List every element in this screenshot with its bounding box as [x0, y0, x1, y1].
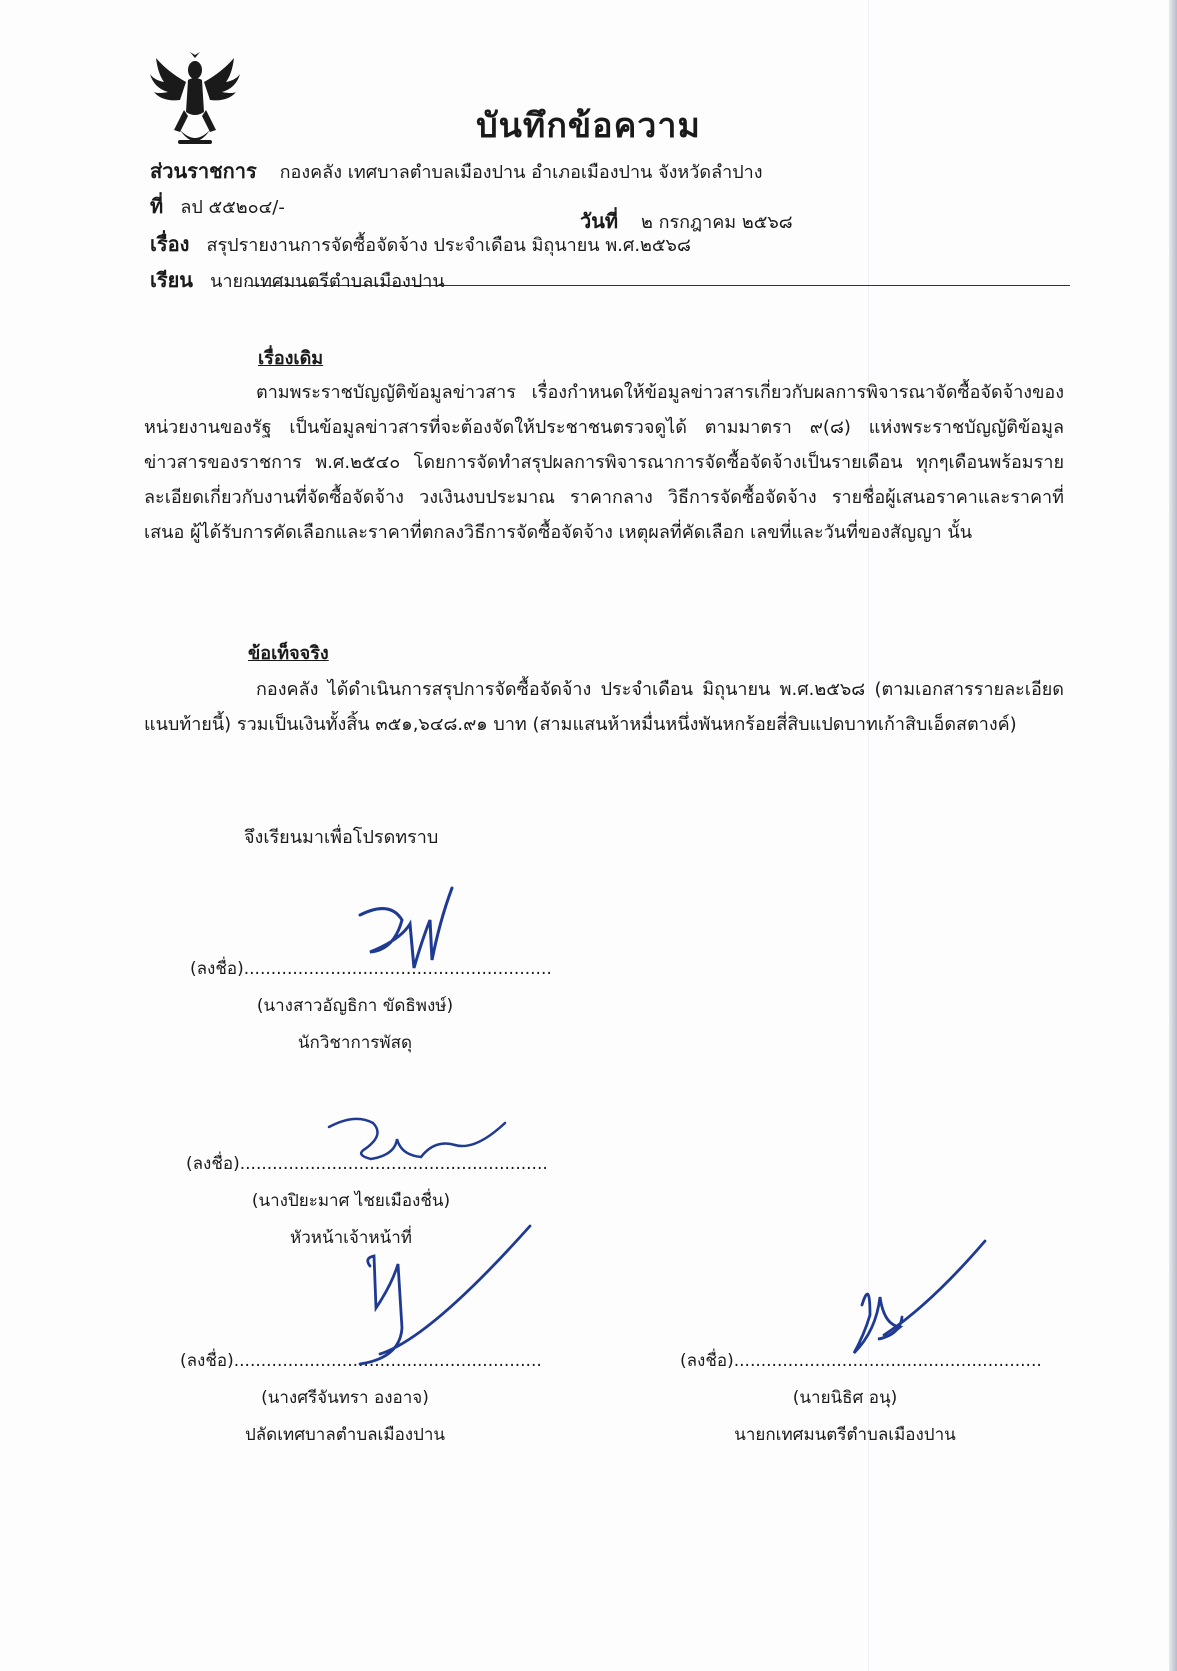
signature-line: (ลงชื่อ)......................................................... — [180, 1351, 542, 1371]
signatory-position: ปลัดเทศบาลตำบลเมืองปาน — [244, 1425, 446, 1445]
date-label: วันที่ — [580, 209, 619, 233]
scanner-edge — [1169, 0, 1177, 1671]
signatory-name: (นางสาวอัญธิกา ขัดธิพงษ์) — [256, 996, 454, 1016]
signatory-name: (นายนิธิศ อนุ) — [792, 1388, 898, 1408]
signature-line: (ลงชื่อ)......................................................... — [680, 1351, 1042, 1371]
date-value: ๒ กรกฎาคม ๒๕๖๘ — [640, 212, 793, 233]
agency-line — [150, 155, 763, 187]
agency-value: กองคลัง เทศบาลตำบลเมืองปาน อำเภอเมืองปาน จังหวัดลำปาง — [279, 162, 763, 183]
recipient-value: นายกเทศมนตรีตำบลเมืองปาน — [210, 271, 445, 292]
background-text: ตามพระราชบัญญัติข้อมูลข่าวสาร เรื่องกำหนดให้ข้อมูลข่าวสารเกี่ยวกับผลการพิจารณาจัดซื้อจัดจ้างของหน่วยงานของรัฐ เป็นข้อมูลข่าวสารที่จะต้องจัดให้ประชาชนตรวจดูได้ ตามมาตรา ๙(๘) แห่งพระราชบัญญัติข้อมูลข่าวสารของราชการ พ.ศ.๒๕๔๐ โดยการจัดทำสรุปผลการพิจารณาการจัดซื้อจัดจ้างเป็นรายเดือน ทุกๆเดือนพร้อมรายละเอียดเกี่ยวกับงานที่จัดซื้อจัดจ้าง วงเงินงบประมาณ ราคากลาง วิธีการจัดซื้อจัดจ้าง รายชื่อผู้เสนอราคาและราคาที่เสนอ ผู้ได้รับการคัดเลือกและราคาที่ตกลงวิธีการจัดซื้อจัดจ้าง เหตุผลที่คัดเลือก เลขที่และวันที่ของสัญญา นั้น — [144, 382, 1064, 543]
signatory-position: นายกเทศมนตรีตำบลเมืองปาน — [734, 1425, 956, 1445]
memo-title: บันทึกข้อความ — [476, 106, 701, 146]
closing-line: จึงเรียนมาเพื่อโปรดทราบ — [244, 827, 439, 848]
subject-line — [150, 228, 691, 260]
signature-line: (ลงชื่อ)......................................................... — [186, 1154, 548, 1174]
handwritten-signature-3 — [340, 1218, 540, 1368]
handwritten-signature-4 — [840, 1235, 990, 1365]
signatory-name: (นางปิยะมาศ ไชยเมืองชื่น) — [251, 1191, 451, 1211]
signatory-position: หัวหน้าเจ้าหน้าที่ — [289, 1228, 413, 1248]
reference-line — [150, 190, 285, 222]
subject-value: สรุปรายงานการจัดซื้อจัดจ้าง ประจำเดือน มิถุนายน พ.ศ.๒๕๖๘ — [206, 235, 691, 256]
signature-line: (ลงชื่อ)......................................................... — [190, 959, 552, 979]
subject-label: เรื่อง — [150, 232, 190, 256]
handwritten-signature-2 — [325, 1105, 515, 1175]
reference-value: ลป ๕๕๒๐๔/- — [180, 197, 285, 218]
facts-paragraph — [144, 672, 1064, 742]
background-paragraph — [144, 375, 1064, 550]
signatory-name: (นางศรีจันทรา องอาจ) — [261, 1388, 429, 1408]
reference-label: ที่ — [150, 194, 164, 218]
handwritten-signature-1 — [350, 880, 470, 980]
background-heading: เรื่องเดิม — [258, 348, 324, 369]
agency-label: ส่วนราชการ — [150, 159, 257, 183]
recipient-line — [150, 264, 445, 296]
facts-text: กองคลัง ได้ดำเนินการสรุปการจัดซื้อจัดจ้าง ประจำเดือน มิถุนายน พ.ศ.๒๕๖๘ (ตามเอกสารรายละเอียดแนบท้ายนี้) รวมเป็นเงินทั้งสิ้น ๓๕๑,๖๔๘.๙๑ บาท (สามแสนห้าหมื่นหนึ่งพันหกร้อยสี่สิบแปดบาทเก้าสิบเอ็ดสตางค์) — [144, 679, 1064, 735]
recipient-label: เรียน — [150, 268, 193, 292]
signatory-position: นักวิชาการพัสดุ — [297, 1033, 413, 1053]
facts-heading: ข้อเท็จจริง — [248, 643, 329, 664]
